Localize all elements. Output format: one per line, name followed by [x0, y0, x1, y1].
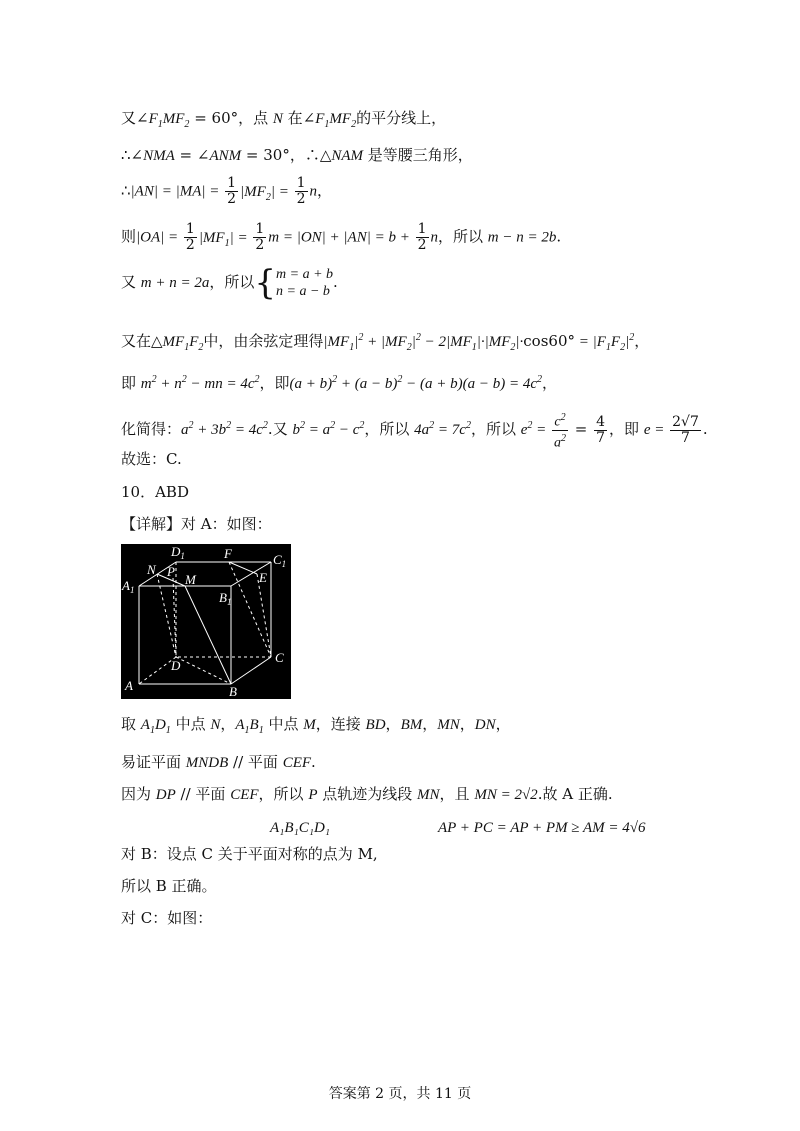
line-11: 【详解】对 A：如图： [121, 515, 272, 533]
line-17: 所以 B 正确。 [121, 877, 217, 895]
label-P: P [167, 564, 175, 579]
line-12: 取 $A_1D_1$ 中点 N，$A_1B_1$ 中点 M，连接 BD，BM，MN，DN， [121, 715, 511, 736]
label-A: A [125, 678, 133, 693]
line-15b: AP + PC = AP + PM ≥ AM = 4√6 [438, 820, 646, 836]
line-13: 易证平面 MNDB // 平面 CEF. [121, 753, 316, 771]
label-M: M [185, 572, 196, 587]
line-16: 对 B：设点 C 关于平面对称的点为 M, [121, 845, 378, 863]
line-6: 又在$\triangle MF_1F_2$中，由余弦定理得$|MF_1|^2 + |MF_2|^2 - 2|MF_1|\cdot|MF_2|\cdot\cos 60^\circ = |F_1F_2|^2$， [121, 332, 650, 353]
label-C: C [275, 650, 284, 665]
line-3: ∴|AN| = |MA| = $\frac{1}{2}$ $|MF_2|$ = $\frac{1}{2}$ n， [121, 175, 333, 207]
label-B: B [229, 684, 237, 699]
line-4: 则|OA| = $\frac{1}{2}$ $|MF_1|$ = $\frac{1}{2}$ m = |ON| + |AN| = b + $\frac{1}{2}$ n，所以 m − n = 2b. [121, 221, 562, 253]
label-B1: $B_1$ [219, 590, 232, 607]
label-D: D [171, 658, 181, 673]
label-E: E [259, 570, 267, 585]
line-9: 故选：C. [121, 450, 182, 468]
line-8: 化简得：$a^2 + 3b^2 = 4c^2$.又 $b^2 = a^2 - c^2$，所以 $4a^2 = 7c^2$，所以 $e^2$ = $\frac{c^2}{a^2}$ = $\frac{4}{7}$ ，即 e = $\frac{2√7}{7}$ . [121, 412, 708, 451]
line-1: 又$\angle F_1MF_2 = 60^\circ$，点 N 在$\angle F_1MF_2$的平分线上， [121, 109, 447, 130]
line-14: 因为 DP // 平面 CEF，所以 P 点轨迹为线段 MN，且 MN = 2√2.故 A 正确. [121, 785, 613, 803]
label-D1: $D_1$ [171, 544, 185, 561]
label-F: F [224, 546, 232, 561]
cube-diagram [121, 544, 291, 699]
cube-figure [121, 544, 291, 699]
line-15a: A₁B₁C₁D₁ [270, 820, 331, 836]
page-footer: 答案第 2 页，共 11 页 [328, 1086, 472, 1102]
line-7: 即 $m^2 + n^2$ − mn = $4c^2$，即$(a + b)^2 + (a - b)^2 - (a + b)(a - b) = 4c^2$， [121, 374, 558, 392]
label-A1: $A_1$ [122, 578, 135, 595]
line-2: ∴∠NMA = ∠ANM = 30°，∴△NAM 是等腰三角形， [121, 146, 473, 164]
question-number: 10．ABD [121, 483, 189, 501]
label-N: N [147, 562, 156, 577]
label-C1: $C_1$ [273, 552, 287, 569]
line-5: 又 m + n = 2a，所以{ m = a + b n = a − b . [121, 263, 338, 303]
line-18: 对 C：如图： [121, 909, 213, 927]
